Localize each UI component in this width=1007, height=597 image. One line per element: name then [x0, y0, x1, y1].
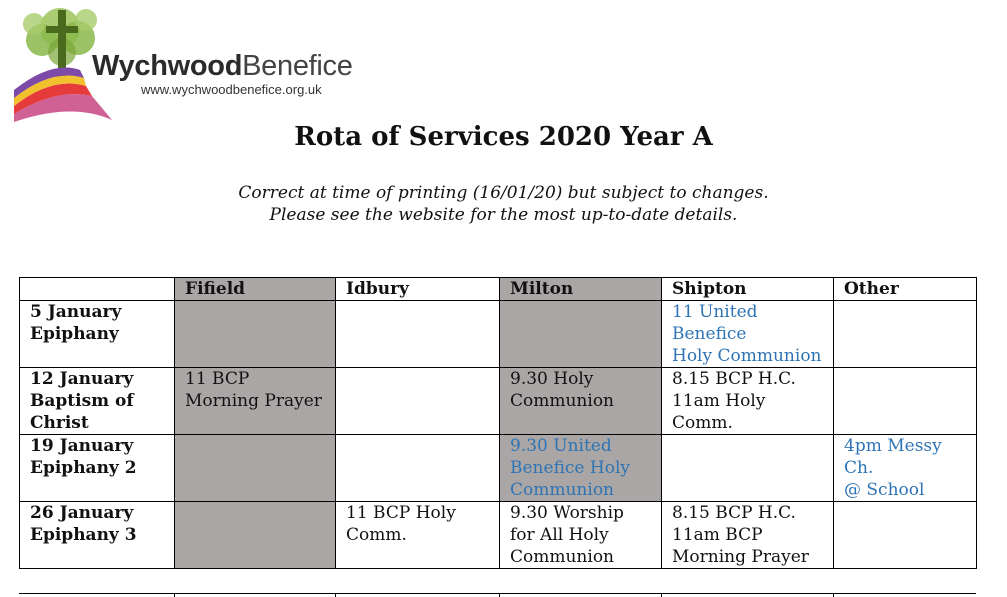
cell-fifield: 11 BCP Morning Prayer [175, 368, 336, 435]
table-row [20, 502, 977, 569]
logo-url[interactable]: www.wychwoodbenefice.org.uk [141, 82, 322, 97]
cell-idbury [336, 368, 500, 435]
logo-wordmark [92, 50, 353, 83]
subtitle-line-2: Please see the website for the most up-to-date details. [269, 205, 738, 225]
cell-milton [500, 301, 662, 368]
cell-other [834, 368, 977, 435]
cell-fifield [175, 301, 336, 368]
row-date: 12 January Baptism of Christ [20, 368, 175, 435]
cell-fifield [175, 502, 336, 569]
cell-shipton [662, 435, 834, 502]
logo-name-light: Benefice [242, 50, 353, 82]
table-row [20, 435, 977, 502]
services-rota-table [19, 277, 977, 569]
table-row [20, 368, 977, 435]
row-date: 26 January Epiphany 3 [20, 502, 175, 569]
next-table-col-line [174, 593, 175, 597]
cell-idbury [336, 301, 500, 368]
table-header-row [20, 278, 977, 301]
header-milton: Milton [500, 278, 662, 301]
header-shipton: Shipton [662, 278, 834, 301]
next-table-col-line [833, 593, 834, 597]
wychwood-benefice-logo[interactable] [12, 2, 353, 122]
next-table-col-line [335, 593, 336, 597]
next-table-col-line [499, 593, 500, 597]
row-date: 19 January Epiphany 2 [20, 435, 175, 502]
cell-fifield [175, 435, 336, 502]
header-idbury: Idbury [336, 278, 500, 301]
cell-other [834, 301, 977, 368]
subtitle-line-1: Correct at time of printing (16/01/20) but subject to changes. [238, 183, 769, 203]
row-date: 5 January Epiphany [20, 301, 175, 368]
cell-milton: 9.30 Holy Communion [500, 368, 662, 435]
cell-other: 4pm Messy Ch. @ School [834, 435, 977, 502]
table-row [20, 301, 977, 368]
cell-idbury [336, 435, 500, 502]
cell-shipton: 11 United Benefice Holy Communion [662, 301, 834, 368]
cell-shipton: 8.15 BCP H.C. 11am Holy Comm. [662, 368, 834, 435]
cell-shipton: 8.15 BCP H.C. 11am BCP Morning Prayer [662, 502, 834, 569]
page-title: Rota of Services 2020 Year A [294, 122, 713, 152]
cell-other [834, 502, 977, 569]
logo-name-bold: Wychwood [92, 50, 243, 82]
next-table-col-line [661, 593, 662, 597]
cell-milton: 9.30 Worship for All Holy Communion [500, 502, 662, 569]
cell-idbury: 11 BCP Holy Comm. [336, 502, 500, 569]
header-fifield: Fifield [175, 278, 336, 301]
cell-milton: 9.30 United Benefice Holy Communion [500, 435, 662, 502]
header-date [20, 278, 175, 301]
header-other: Other [834, 278, 977, 301]
